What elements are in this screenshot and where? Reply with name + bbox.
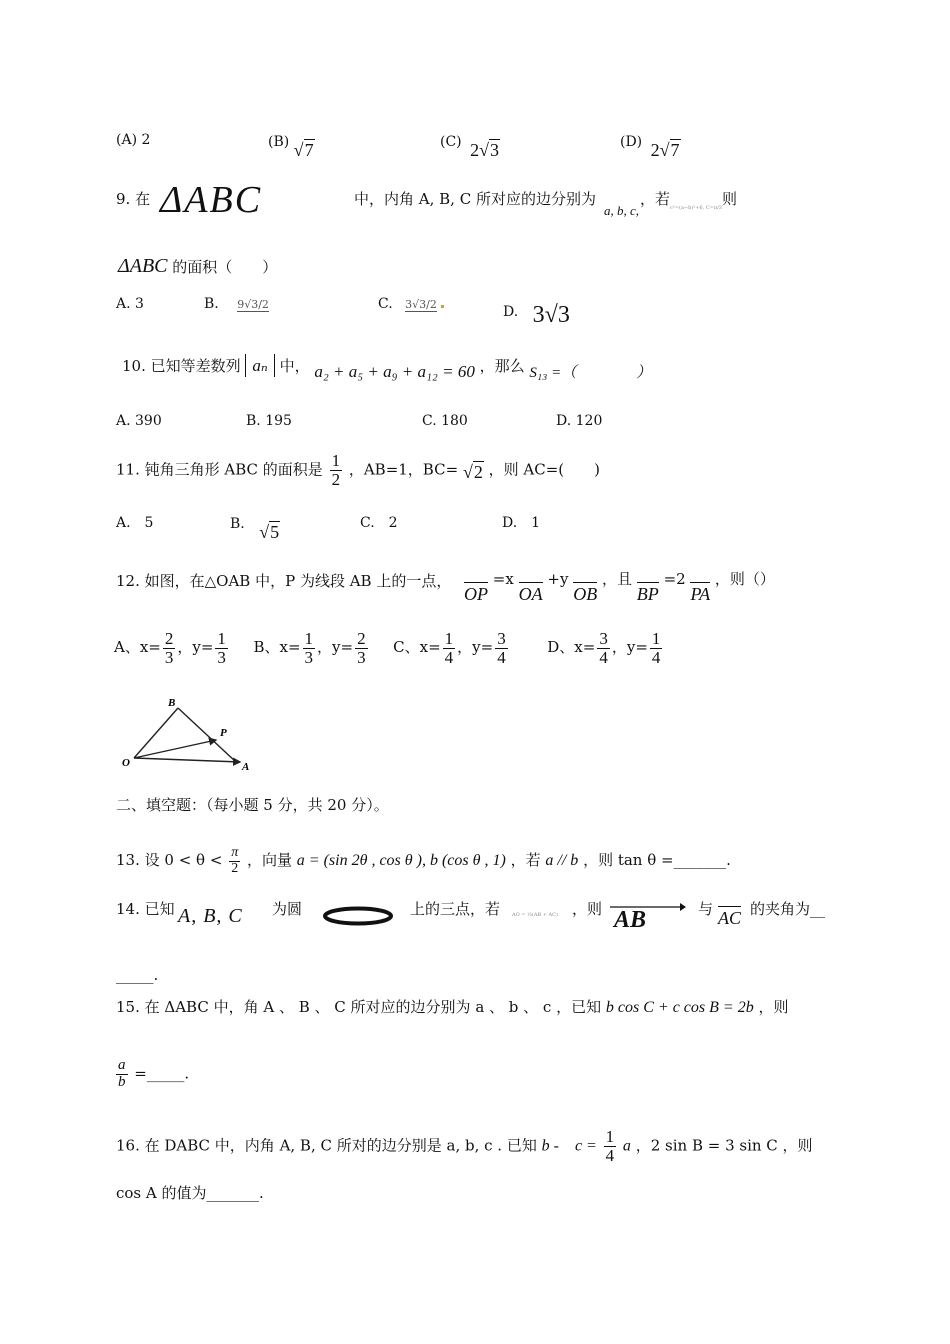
q15-then: ，则	[758, 998, 789, 1016]
q10-option-c: C. 180	[422, 413, 468, 429]
q14-vec-ab: AB	[614, 907, 647, 933]
q9-text: 中，内角 A, B, C 所对应的边分别为	[354, 190, 596, 208]
q13-then: ，则 tan θ =_______.	[583, 851, 731, 870]
q11-mid: ，AB=1，BC=	[348, 460, 459, 479]
q12-eq-x: =x	[492, 570, 514, 588]
q13-if: ，若	[510, 851, 541, 870]
q12-option-a: A、x= $\frac{2}{3}$ ，y= $\frac{1}{3}$	[114, 629, 226, 667]
q12-eq2: =2	[663, 570, 686, 588]
q14-vec-ac-wrap	[718, 908, 741, 930]
q8-option-c-value: 2√3	[470, 140, 499, 160]
q9-line2	[118, 254, 277, 278]
q10-then: ，那么	[479, 357, 525, 375]
q10-line	[122, 356, 652, 381]
q9-if: ，若	[640, 190, 671, 208]
q9-option-d	[503, 296, 570, 328]
q9-option-c-label: C.	[378, 296, 393, 312]
q12-edge-op	[134, 740, 216, 758]
q10-prefix: 10. 已知等差数列	[122, 357, 241, 375]
q12-vec-oa: OA	[518, 584, 543, 604]
q16-eq1-end: a	[622, 1137, 631, 1155]
section2-heading: 二、填空题：（每小题 5 分，共 20 分）。	[116, 796, 389, 814]
q12-label-b: B	[168, 697, 176, 709]
q9-option-b-value: 9√3/2	[237, 298, 269, 311]
q12-label-o: O	[122, 757, 130, 769]
q16-line	[116, 1128, 813, 1165]
q8-option-d-label: (D)	[620, 134, 643, 150]
q12-edge-ba	[178, 708, 236, 762]
q12-option-c: C、x= $\frac{1}{4}$ ，y= $\frac{3}{4}$	[393, 629, 506, 667]
q11-option-c: C. 2	[360, 515, 398, 531]
q14-points: A, B, C	[178, 905, 243, 927]
q12-edge-oa	[134, 758, 240, 762]
q15-line	[116, 998, 788, 1017]
q10-option-d: D. 120	[556, 413, 603, 429]
q9-option-a: A. 3	[116, 296, 144, 312]
q11-sqrt: √2	[462, 462, 483, 483]
q10-option-a: A. 390	[116, 413, 162, 429]
q9-option-c-value: 3√3/2	[405, 298, 437, 311]
q12-plus-y: +y	[547, 570, 569, 588]
q12-vec-bp: BP	[636, 584, 659, 604]
q10-sequence: aₙ	[245, 354, 274, 377]
q13-mid: ，向量	[247, 851, 293, 870]
q8-option-b	[268, 130, 315, 160]
q12-vec-pa: PA	[690, 584, 711, 604]
q14-circle-text: 为圆	[272, 900, 303, 918]
q12-then: ，则（）	[714, 570, 775, 588]
q8-option-c-label: (C)	[440, 134, 462, 150]
q15-equation: b cos C + c cos B = 2b	[605, 999, 754, 1016]
q15-answer	[114, 1058, 189, 1091]
q8-option-a: (A) 2	[116, 132, 151, 148]
q12-and: ，且	[601, 570, 632, 588]
q10-s13: S₁₃ =（ ）	[529, 365, 652, 381]
q14-vec-ac: AC	[718, 908, 742, 928]
q14-prefix: 14. 已知	[116, 900, 175, 918]
q12-option-d: D、x= $\frac{3}{4}$ ，y= $\frac{1}{4}$	[547, 629, 661, 667]
q9-option-c	[378, 296, 444, 312]
q8-option-d-value: 2√7	[650, 140, 680, 160]
q9-abc-large: ΔABC	[160, 179, 263, 221]
q11-option-d: D. 1	[502, 515, 541, 531]
q9-vars: a, b, c,	[604, 203, 640, 218]
q9-then: 则	[722, 190, 738, 208]
q13-line	[116, 846, 731, 876]
q12-label-a: A	[242, 761, 250, 773]
q8-option-d	[620, 130, 680, 160]
q9-marker-dot	[441, 305, 444, 308]
q15-end: =_____.	[134, 1064, 190, 1083]
q12-label-p: P	[220, 727, 227, 739]
q10-mid: 中，	[279, 357, 310, 375]
q8-option-b-label: (B)	[268, 134, 290, 150]
q12-vec-ob: OB	[573, 584, 598, 604]
q9-option-d-label: D.	[503, 304, 519, 320]
q14-end: 的夹角为__	[750, 900, 826, 918]
q8-option-c	[440, 130, 499, 160]
q14-on: 上的三点，若	[410, 900, 501, 918]
q11-fraction: $\frac{1}{2}$	[331, 451, 341, 489]
q12-option-b: B、x= $\frac{1}{3}$ ，y= $\frac{2}{3}$	[253, 629, 366, 667]
q14-circle-o-icon	[322, 905, 394, 927]
q16-eq1: b - c =	[541, 1137, 597, 1155]
q11-line	[116, 452, 600, 489]
q14-then: ，则	[572, 900, 603, 918]
q16-line2: cos A 的值为_______.	[116, 1184, 264, 1202]
q9-condition: c²=(a−b)²+6, C=π/3	[670, 205, 722, 211]
q10-option-b: B. 195	[246, 413, 292, 429]
q11-end: ，则 AC=( )	[488, 460, 600, 479]
q14-condition: AO = ½(AB + AC)	[512, 912, 558, 918]
q9-prefix: 9. 在	[116, 190, 151, 208]
q10-equation: a₂ + a₅ + a₉ + a₁₂ = 60	[314, 362, 475, 381]
q11-option-b-sqrt: √5	[259, 522, 280, 542]
q13-parallel: a // b	[545, 852, 579, 870]
q9-option-d-value: 3√3	[532, 302, 570, 328]
q11-option-a: A. 5	[116, 515, 154, 531]
q12-options	[114, 630, 664, 667]
q13-vectors: a = (sin 2θ , cos θ ), b (cos θ , 1)	[296, 852, 506, 870]
q9-line2-text: 的面积（ ）	[172, 258, 278, 276]
q16-fraction: $\frac{1}{4}$	[605, 1127, 615, 1165]
q12-vec-op: OP	[464, 584, 488, 604]
q13-fraction: $\frac{\pi}{2}$	[231, 845, 239, 876]
q15-fraction: $\frac{a}{b}$	[118, 1057, 126, 1090]
q16-eq2: ，2 sin B = 3 sin C ，则	[635, 1136, 813, 1155]
q16-prefix: 16. 在 DABC 中，内角 A, B, C 所对的边分别是 a, b, c . 已知	[116, 1136, 537, 1155]
q12-prefix: 12. 如图，在△OAB 中，P 为线段 AB 上的一点，	[116, 572, 452, 590]
q9-abc: ΔABC	[118, 255, 168, 277]
q11-option-b-label: B.	[230, 516, 245, 532]
q9-option-b-label: B.	[204, 296, 219, 312]
q11-option-b	[230, 512, 280, 542]
q12-triangle-figure	[116, 694, 266, 776]
q12-vector-eq	[464, 570, 775, 604]
q14-with: 与	[698, 900, 714, 918]
q11-prefix: 11. 钝角三角形 ABC 的面积是	[116, 460, 323, 479]
q15-prefix: 15. 在 ΔABC 中，角 A 、 B 、 C 所对应的边分别为 a 、 b 、 c ，已知	[116, 998, 602, 1016]
q8-option-b-sqrt: √7	[293, 140, 314, 160]
q9-option-b	[204, 296, 269, 312]
q13-prefix: 13. 设 0 < θ <	[116, 851, 223, 870]
q14-line2: _____.	[116, 966, 159, 984]
